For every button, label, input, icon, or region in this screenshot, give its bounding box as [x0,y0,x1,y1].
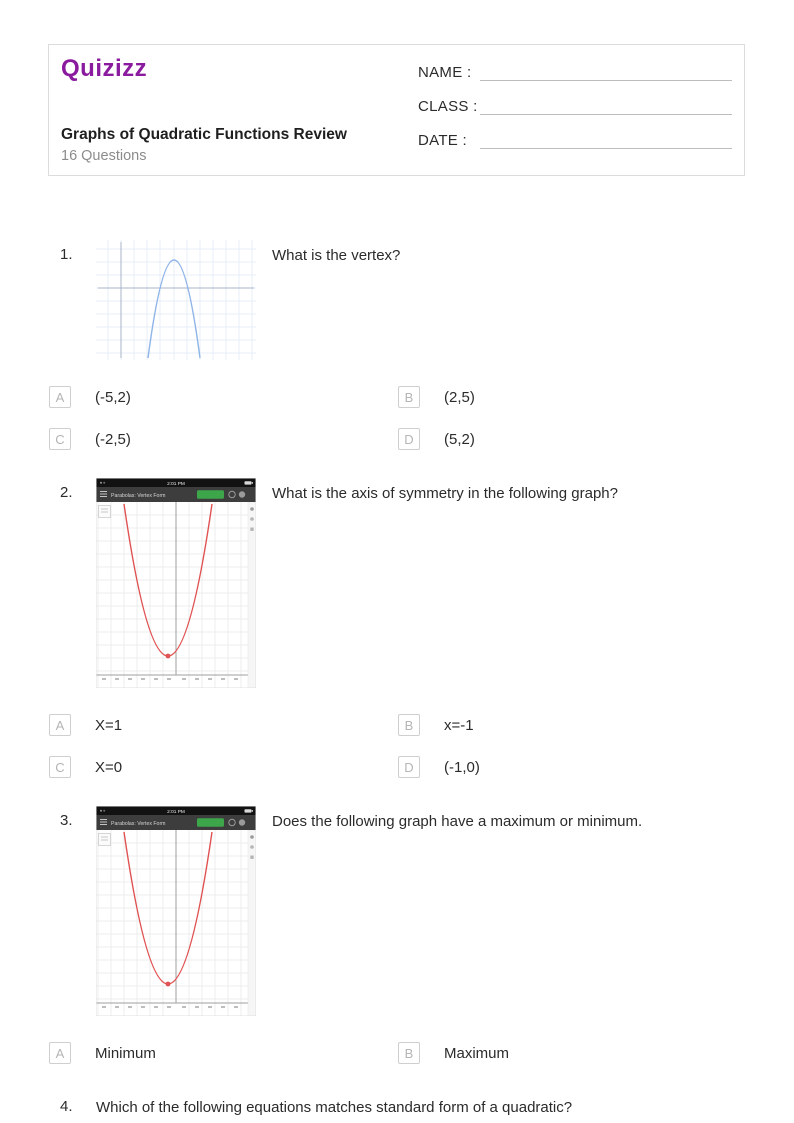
option-letter: D [398,428,420,450]
answer-options [48,714,746,778]
class-field [418,93,732,115]
question-text: What is the axis of symmetry in the following graph? [272,485,618,502]
option-text: (-5,2) [95,388,131,406]
option-text: Maximum [444,1044,510,1062]
option-letter: C [49,756,71,778]
option-text: X=0 [95,758,123,776]
option-b [397,714,746,736]
question-2-figure [96,478,256,688]
class-label: CLASS : [418,98,478,115]
option-d [397,428,746,450]
option-letter: A [49,386,71,408]
question-text: What is the vertex? [272,247,401,264]
date-blank-line [480,126,732,149]
question-count: 16 Questions [61,148,147,164]
status-time: 2:01 PM [167,809,185,815]
question-3 [48,806,746,1064]
worksheet-title: Graphs of Quadratic Functions Review [61,126,347,143]
question-number: 3. [60,812,73,829]
option-text: (5,2) [444,430,475,448]
option-a [48,1042,397,1064]
option-text: (-2,5) [95,430,131,448]
answer-options [48,386,746,450]
option-d [397,756,746,778]
question-number: 2. [60,484,73,501]
desmos-screenshot-image [96,806,256,1016]
option-b [397,1042,746,1064]
date-label: DATE : [418,132,468,149]
question-3-figure [96,806,256,1016]
option-c [48,756,397,778]
name-label: NAME : [418,64,472,81]
graph-title: Parabolas: Vertex Form [111,493,166,500]
question-1 [48,240,746,450]
option-letter: D [398,756,420,778]
answer-options [48,1042,746,1064]
desmos-screenshot-image [96,478,256,688]
status-time: 2:01 PM [167,481,185,487]
question-number: 1. [60,246,73,263]
option-text: X=1 [95,716,123,734]
question-4 [48,1092,746,1118]
question-number: 4. [60,1098,73,1115]
student-fields [418,59,732,161]
option-b [397,386,746,408]
option-letter: C [49,428,71,450]
worksheet-header [48,44,745,176]
option-letter: A [49,714,71,736]
parabola-graph-image [96,240,256,360]
name-field [418,59,732,81]
name-blank-line [480,58,732,81]
option-a [48,386,397,408]
option-letter: B [398,714,420,736]
question-1-figure [96,240,256,360]
quizizz-logo: Quizizz [61,55,148,82]
option-text: (-1,0) [444,758,480,776]
question-2 [48,478,746,778]
option-a [48,714,397,736]
class-blank-line [480,92,732,115]
graph-title: Parabolas: Vertex Form [111,821,166,828]
option-c [48,428,397,450]
option-letter: B [398,386,420,408]
question-text: Which of the following equations matches standard form of a quadratic? [96,1099,573,1116]
option-letter: A [49,1042,71,1064]
question-list [0,176,794,1118]
question-text: Does the following graph have a maximum or minimum. [272,813,643,830]
option-text: x=-1 [444,716,474,734]
option-text: Minimum [95,1044,156,1062]
option-letter: B [398,1042,420,1064]
option-text: (2,5) [444,388,475,406]
date-field [418,127,732,149]
